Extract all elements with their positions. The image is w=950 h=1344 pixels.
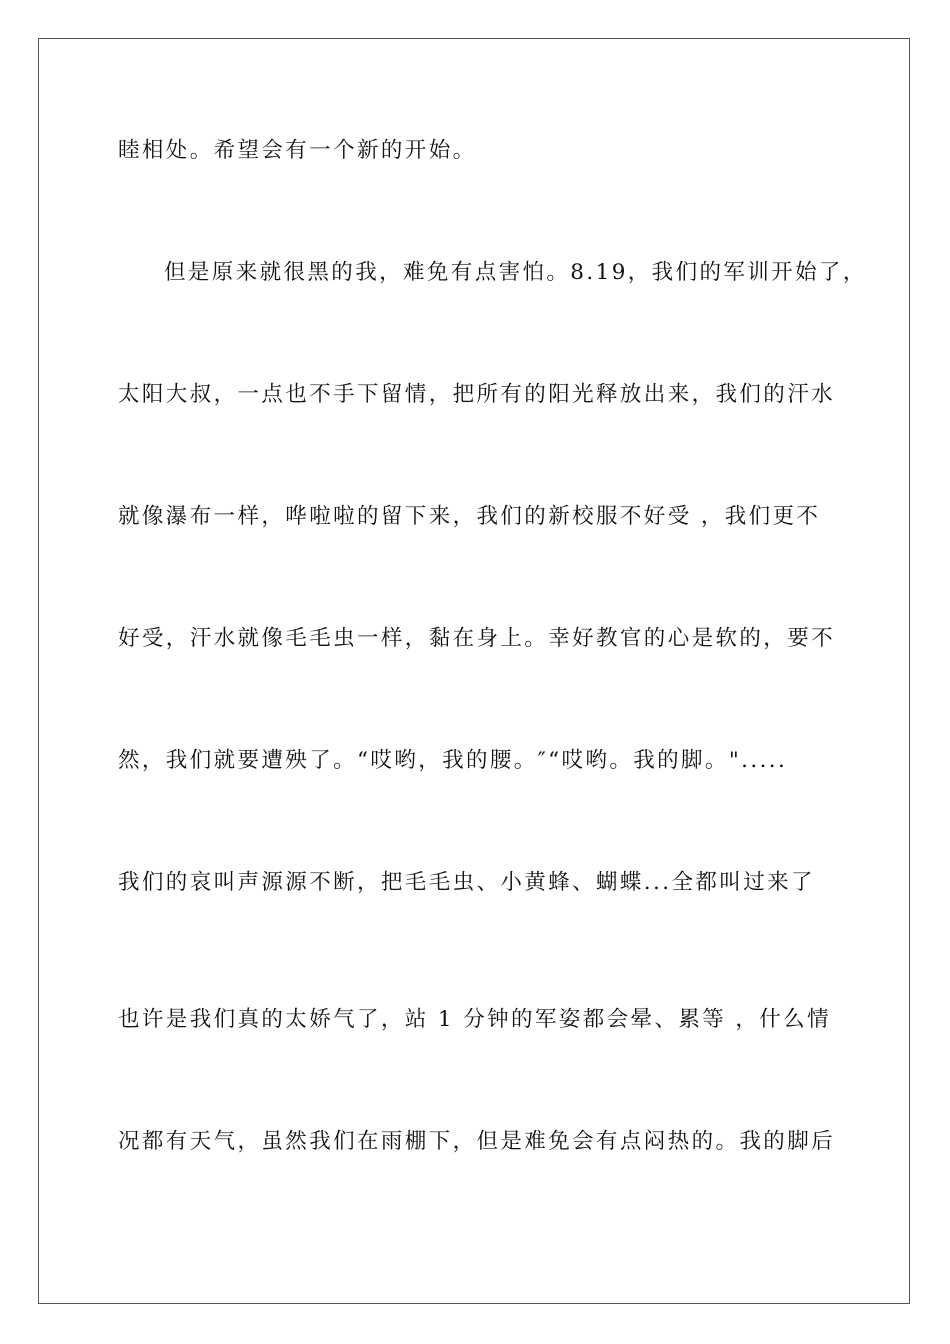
text-line: 就像瀑布一样，哗啦啦的留下来，我们的新校服不好受 ，我们更不 — [118, 504, 821, 529]
text-line: 睦相处。希望会有一个新的开始。 — [118, 138, 477, 163]
text-line: 然，我们就要遭殃了。“哎哟，我的腰。″“哎哟。我的脚。"..... — [118, 748, 788, 773]
text-line: 况都有天气，虽然我们在雨棚下，但是难免会有点闷热的。我的脚后 — [118, 1129, 836, 1154]
text-line: 也许是我们真的太娇气了，站 1 分钟的军姿都会晕、累等 ，什么情 — [118, 1007, 831, 1032]
text-line: 好受，汗水就像毛毛虫一样，黏在身上。幸好教官的心是软的，要不 — [118, 626, 836, 651]
page-border — [38, 38, 910, 1304]
text-line: 但是原来就很黑的我，难免有点害怕。8.19，我们的军训开始了， — [164, 260, 867, 285]
text-line: 太阳大叔，一点也不手下留情，把所有的阳光释放出来，我们的汗水 — [118, 382, 836, 407]
text-line: 我们的哀叫声源源不断，把毛毛虫、小黄蜂、蝴蝶...全都叫过来了 — [118, 870, 815, 895]
